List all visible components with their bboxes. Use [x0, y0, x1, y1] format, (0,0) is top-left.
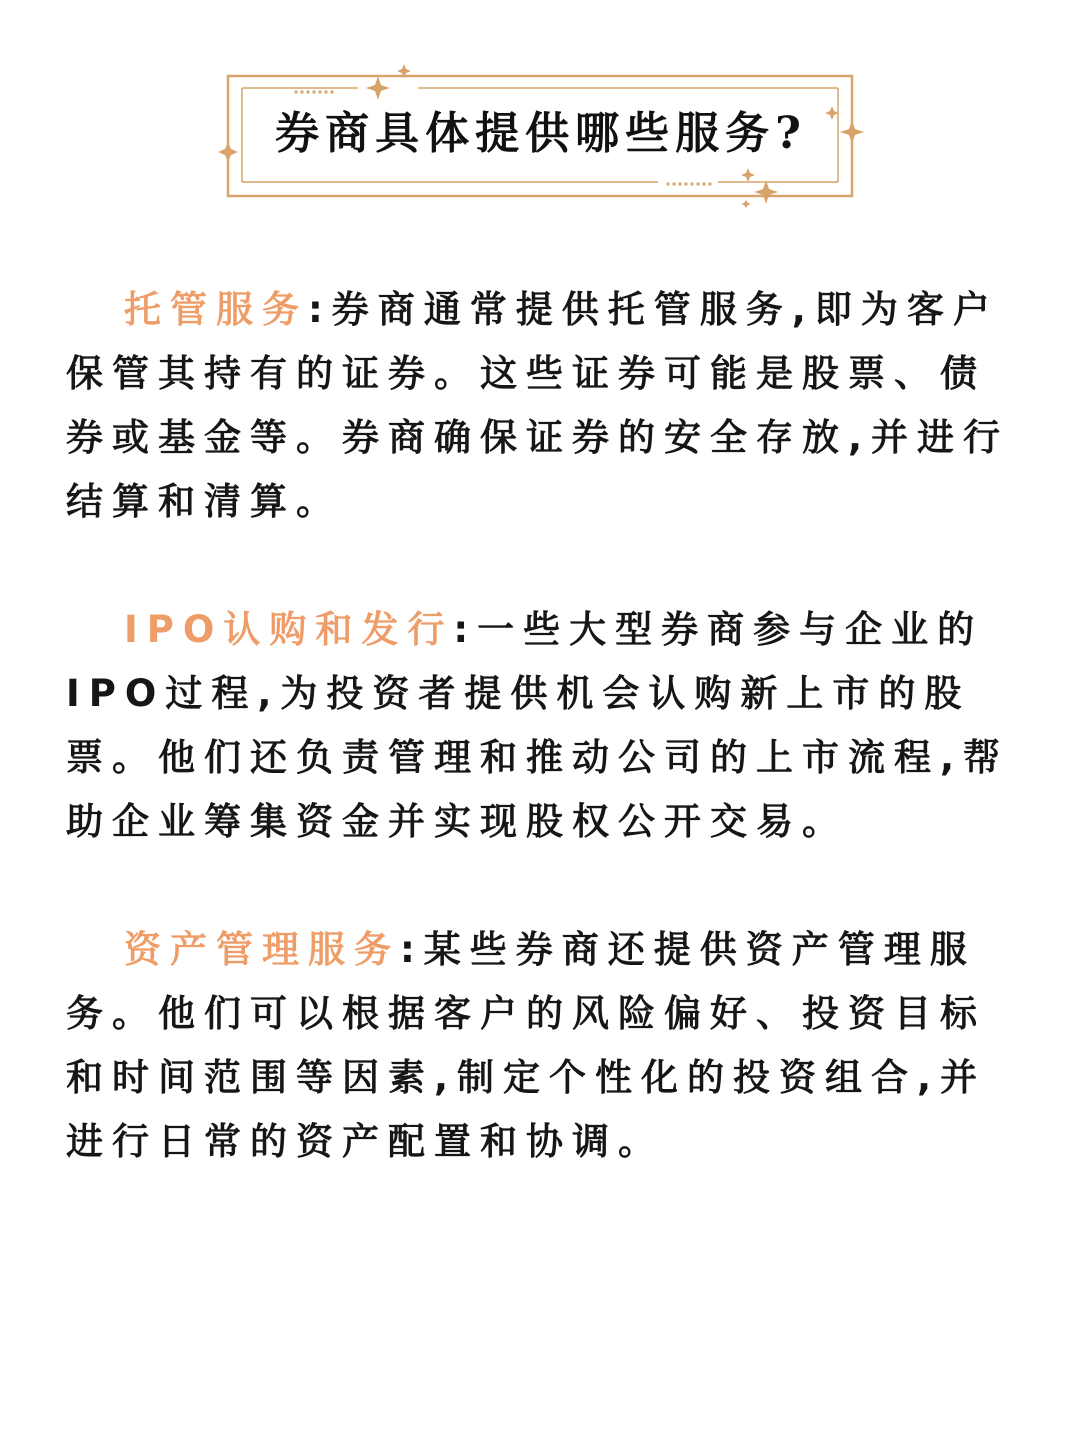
page-title: 券商具体提供哪些服务?: [275, 108, 807, 159]
title-frame: [218, 62, 864, 208]
sparkle-icon: [754, 180, 778, 204]
sparkle-icon: [741, 200, 751, 208]
service-section-ipo: [66, 598, 1014, 854]
section-body: 某些券商还提供资产管理服务。他们可以根据客户的风险偏好、投资目标和时间范围等因素,制定个性化的投资组合,并进行日常的资产配置和协调。: [66, 928, 987, 1163]
section-colon: :: [453, 608, 478, 651]
section-keyword: 资产管理服务: [124, 928, 400, 971]
section-keyword: IPO认购和发行: [124, 608, 454, 651]
section-colon: :: [400, 928, 424, 971]
section-keyword: 托管服务: [124, 288, 308, 331]
sparkle-icon: [366, 76, 390, 100]
sparkle-icon: [741, 168, 755, 182]
section-body: 一些大型券商参与企业的IPO过程,为投资者提供机会认购新上市的股票。他们还负责管理和推动公司的上市流程,帮助企业筹集资金并实现股权公开交易。: [66, 608, 1010, 843]
section-body: 券商通常提供托管服务,即为客户保管其持有的证券。这些证券可能是股票、债券或基金等。券商确保证券的安全存放,并进行结算和清算。: [66, 288, 1010, 523]
frame-dots-bottom: [666, 182, 711, 185]
service-section-custody: [66, 278, 1014, 534]
frame-dots-top: [294, 90, 333, 93]
section-colon: :: [308, 288, 332, 331]
service-section-asset-management: [66, 918, 1014, 1174]
